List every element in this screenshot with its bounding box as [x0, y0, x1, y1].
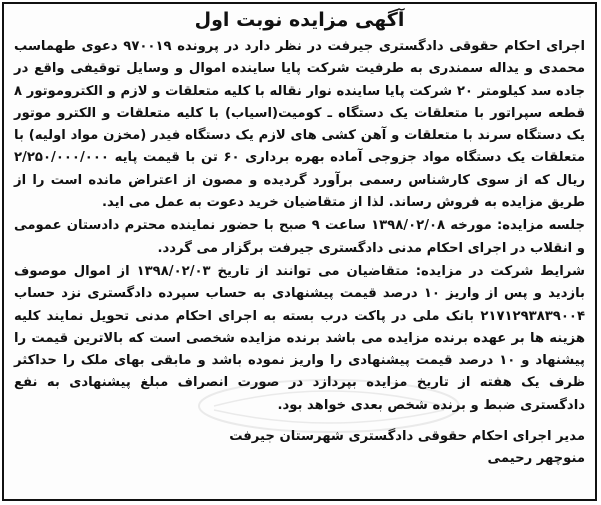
signature-name: منوچهر رحیمی	[487, 451, 585, 467]
notice-title: آگهی مزایده نوبت اول	[194, 9, 405, 31]
notice-paragraph-conditions: شرایط شرکت در مزایده: متقاضیان می توانند از تاریخ ۱۳۹۸/۰۲/۰۳ از اموال موصوف بازدید و پس از واریز ۱۰ درصد قیمت پیشنهادی به حساب سپرده دادگستری نزد حساب ۲۱۷۱۲۹۳۸۳۹۰۰۴ بانک ملی در پاکت درب بسته به اجرای احکام مدنی تحویل نمایند کلیه هزینه ها بر عهده برنده مزایده می باشد برنده مزایده شخصی است که بالاترین قیمت را پیشنهاد و ۱۰ درصد قیمت پیشنهادی را واریز نموده باشد و مابقی بهای ملک را حداکثر ظرف یک هفته از تاریخ مزایده بپردازد در صورت انصراف مبلغ پیشنهادی به نفع دادگستری ضبط و برنده شخص بعدی خواهد بود.	[14, 263, 586, 413]
notice-paragraph-session: جلسه مزایده: مورخه ۱۳۹۸/۰۲/۰۸ ساعت ۹ صبح با حضور نماینده محترم دادستان عمومی و انقلاب در اجرای احکام مدنی دادگستری جیرفت برگزار می گردد.	[14, 218, 585, 256]
notice-signature	[14, 426, 585, 470]
notice-body	[14, 8, 585, 470]
notice-paragraph-description: اجرای احکام حقوقی دادگستری جیرفت در نظر دارد در پرونده ۹۷۰۰۱۹ دعوی طهماسب محمدی و یداله سمندری به طرفیت شرکت پایا ساینده اموال و وسایل توقیفی واقع در جاده سد کیلومتر ۲۰ شرکت پایا ساینده نوار نقاله با کلیه متعلقات و لازم و الکتروموتور ۸ قطعه سپراتور با متعلقات یک دستگاه ـ کومیت(اسیاب) با کلیه متعلقات و الکترو موتور یک دستگاه سرند با متعلقات و آهن کشی های لازم یک دستگاه فیدر (مخزن مواد اولیه) با متعلقات یک دستگاه مواد جزوجی آماده بهره برداری ۶۰ تن با قیمت پایه ۲/۲۵۰/۰۰۰/۰۰۰ ریال که از سوی کارشناس رسمی برآورد گردیده و مصون از اعتراض مانده است را از طریق مزایده به فروش رساند. لذا از متقاضیان خرید دعوت به عمل می اید.	[14, 39, 585, 211]
signature-title: مدیر اجرای احکام حقوقی دادگستری شهرستان جیرفت	[229, 429, 585, 445]
notice-frame	[2, 2, 597, 501]
